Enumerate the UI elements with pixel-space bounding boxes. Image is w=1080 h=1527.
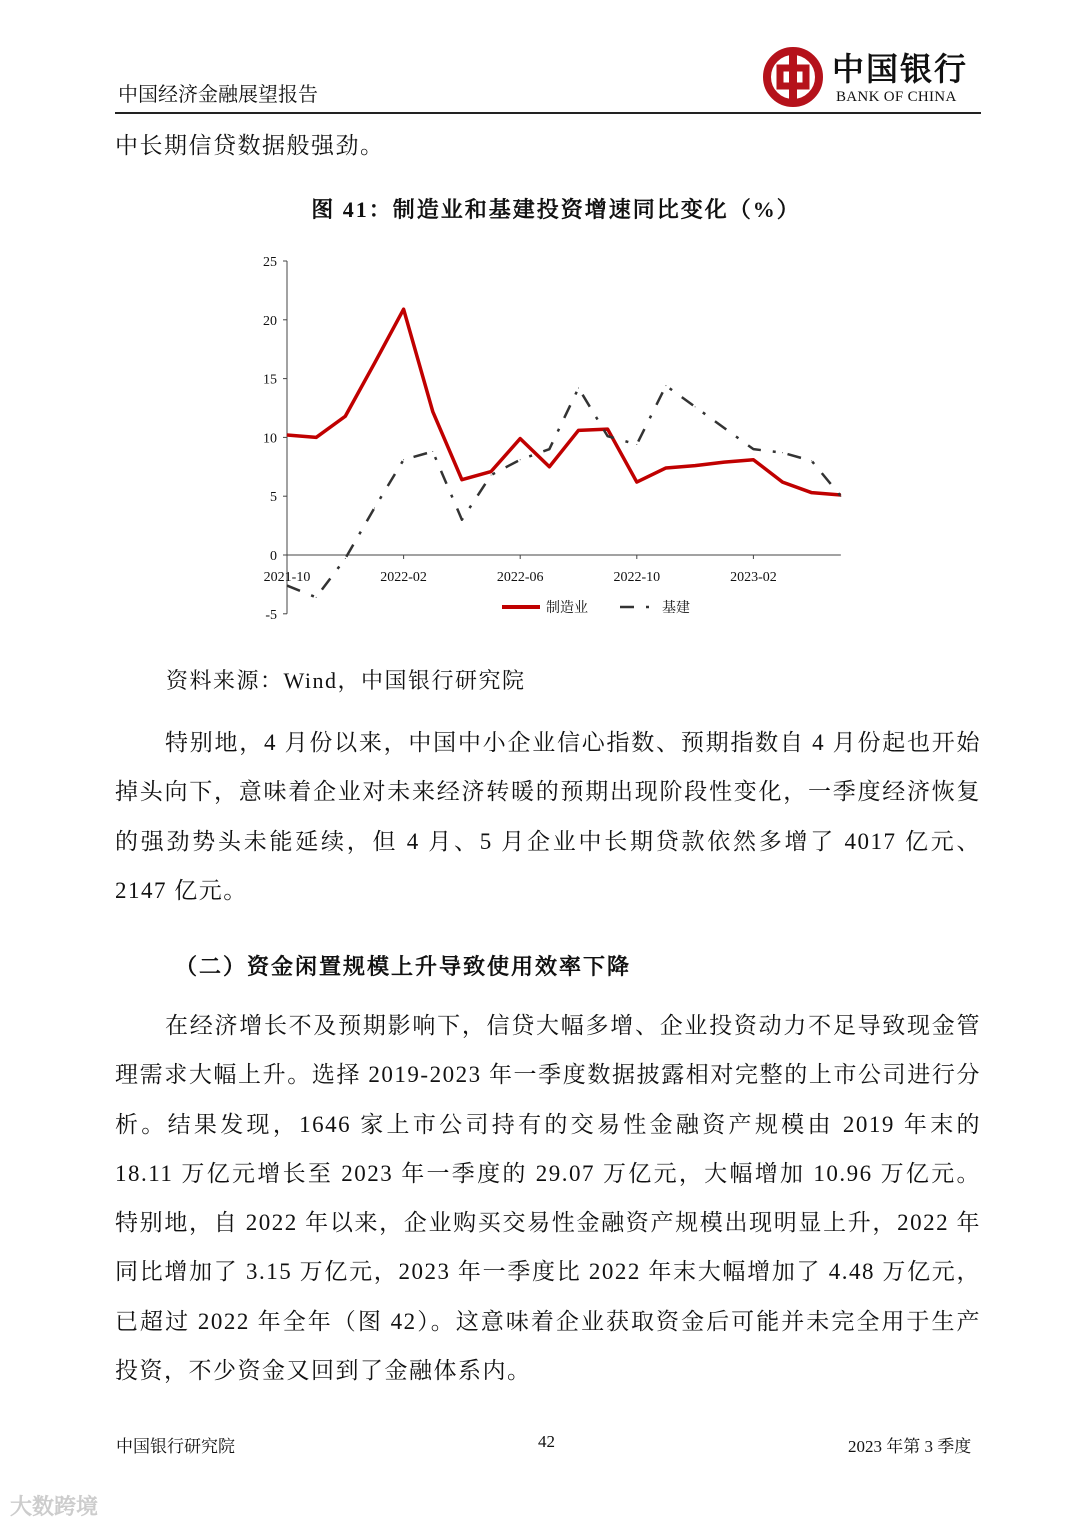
data-point — [374, 507, 375, 508]
data-point — [665, 385, 666, 386]
y-tick-label: 10 — [263, 431, 277, 447]
data-point — [607, 429, 608, 430]
data-point — [287, 585, 288, 586]
data-point — [316, 597, 317, 598]
data-point — [287, 435, 288, 436]
y-tick-label: -5 — [265, 607, 277, 623]
data-point — [811, 460, 812, 461]
data-point — [461, 519, 462, 520]
data-point — [636, 444, 637, 445]
x-tick-label: 2022-10 — [613, 570, 661, 585]
legend-label-infrastructure: 基建 — [662, 601, 690, 616]
data-point — [403, 459, 404, 460]
data-point — [578, 430, 579, 431]
data-point — [695, 465, 696, 466]
y-tick-label: 5 — [270, 490, 277, 506]
x-tick-label: 2022-02 — [380, 570, 427, 585]
data-point — [636, 482, 637, 483]
logo-english-text: BANK OF CHINA — [836, 89, 957, 105]
section-heading: （二）资金闲置规模上升导致使用效率下降 — [175, 954, 632, 979]
paragraph-1: 特别地，4 月份以来，中国中小企业信心指数、预期指数自 4 月份起也开始掉头向下，意味着企业对未来经济转暖的预期出现阶段性变化，一季度经济恢复的强劲势头未能延续，但 4 月、5 月企业中长期贷款依然多增了 4017 亿元、2147 亿元。 — [115, 730, 981, 903]
data-point — [724, 462, 725, 463]
data-point — [520, 459, 521, 460]
data-point — [578, 388, 579, 389]
data-point — [345, 416, 346, 417]
data-point — [403, 309, 404, 310]
data-point — [811, 492, 812, 493]
watermark: 大数跨境 — [10, 1495, 99, 1520]
x-tick-label: 2021-10 — [263, 570, 311, 585]
data-point — [549, 449, 550, 450]
data-point — [724, 427, 725, 428]
data-point — [374, 363, 375, 364]
footer-org: 中国银行研究院 — [116, 1437, 235, 1456]
data-point — [782, 452, 783, 453]
y-tick-label: 0 — [270, 549, 277, 564]
paragraph-2: 在经济增长不及预期影响下，信贷大幅多增、企业投资动力不足导致现金管理需求大幅上升。选择 2019-2023 年一季度数据披露相对完整的上市公司进行分析。结果发现，1646 家上市公司持有的交易性金融资产规模由 2019 年末的 18.11 万亿元增长至 2023 年一季度的 29.07 万亿元，大幅增加 10.96 万亿元。特别地，自 2022 年以来，企业购买交易性金融资产规模出现明显上升，2022 年同比增加了 3.15 万亿元，2023 年一季度比 2022 年末大幅增加了 4.48 万亿元，已超过 2022 年全年（图 42）。这意味着企业获取资金后可能并未完全用于生产投资，不少资金又回到了金融体系内。 — [115, 1013, 981, 1384]
data-point — [491, 471, 492, 472]
legend-label-manufacturing: 制造业 — [546, 601, 588, 616]
data-point — [461, 479, 462, 480]
data-point — [753, 449, 754, 450]
series-line-manufacturing — [287, 309, 841, 495]
page-number: 42 — [538, 1432, 555, 1451]
data-point — [520, 438, 521, 439]
header-title: 中国经济金融展望报告 — [118, 84, 318, 106]
data-point — [316, 437, 317, 438]
data-point — [695, 406, 696, 407]
data-point — [345, 558, 346, 559]
figure-source: 资料来源：Wind，中国银行研究院 — [166, 668, 526, 693]
data-point — [753, 459, 754, 460]
data-point — [432, 451, 433, 452]
y-tick-label: 25 — [263, 255, 277, 270]
y-tick-label: 20 — [263, 313, 277, 329]
line-chart — [0, 0, 1080, 640]
data-point — [432, 411, 433, 412]
x-tick-label: 2022-06 — [496, 570, 544, 585]
footer-date: 2023 年第 3 季度 — [848, 1437, 972, 1456]
data-point — [665, 467, 666, 468]
data-point — [782, 482, 783, 483]
data-point — [549, 466, 550, 467]
series-line-infrastructure — [287, 386, 841, 598]
data-point — [607, 436, 608, 437]
data-point — [491, 475, 492, 476]
intro-line: 中长期信贷数据般强劲。 — [115, 133, 385, 158]
x-tick-label: 2023-02 — [730, 570, 777, 585]
logo-chinese-text: 中国银行 — [832, 51, 969, 87]
y-tick-label: 15 — [263, 372, 277, 388]
data-point — [840, 496, 841, 497]
figure-title: 图 41：制造业和基建投资增速同比变化（%） — [311, 197, 801, 222]
